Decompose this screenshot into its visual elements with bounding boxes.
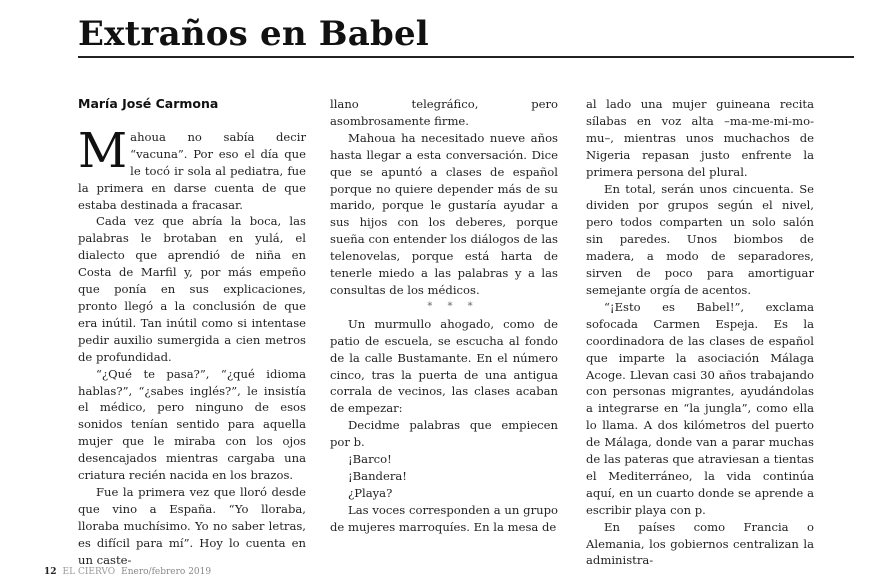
column-1 [78,96,306,568]
article-title: Extraños en Babel [78,14,429,54]
paragraph: Mahoua ha necesitado nueve años hasta llegar a esta conversación. Dice que se apuntó a clases de español porque no quiere depender más de su marido, porque le gustaría ayudar a sus hijos con los deberes, porque sueña con entender los diálogos de las telenovelas, porque está harta de tenerle miedo a las palabras y a las consultas de los médicos. [330,130,558,297]
paragraph: ¡Barco! [348,452,392,467]
section-separator: * * * [427,300,479,312]
page-footer [44,567,211,577]
magazine-name: EL CIERVO [62,567,116,577]
paragraph: Decidme palabras que empiecen por b. [330,418,558,450]
title-rule [78,56,854,58]
issue-date: Enero/febrero 2019 [121,567,212,577]
paragraph: Mahoua no sabía decir “vacuna”. Por eso el día que le tocó ir sola al pediatra, fue la primera en darse cuenta de que estaba destinada a fracasar. [78,122,306,212]
paragraph: Un murmullo ahogado, como de patio de escuela, se escucha al fondo de la calle Bustamante. En el número cinco, tras la puerta de una antigua corrala de vecinos, las clases acaban de empezar: [330,316,558,416]
column-2 [330,96,558,536]
drop-cap: M [78,122,128,179]
paragraph: ¿Playa? [348,485,393,500]
paragraph: En total, serán unos cincuenta. Se dividen por grupos según el nivel, pero todos comparten un solo salón sin paredes. Unos biombos de madera, a modo de separadores, sirven de poco para amortiguar semejante orgía de acentos. [586,181,814,297]
paragraph: “¡Esto es Babel!”, exclama sofocada Carmen Espeja. Es la coordinadora de las clases de español que imparte la asociación Málaga Acoge. Llevan casi 30 años trabajando con personas migrantes, ayudándolas a integrarse en “la jungla”, como ella lo llama. A dos kilómetros del puerto de Málaga, donde van a parar muchas de las pateras que atraviesan a tientas el Mediterráneo, la vida continúa aquí, en un cuarto donde se aprende a escribir playa con p. [586,299,814,517]
column-3 [586,96,814,569]
paragraph: Cada vez que abría la boca, las palabras le brotaban en yulá, el dialecto que aprendió de niña en Costa de Marfil y, por más empeño que ponía en sus explicaciones, pronto llegó a la conclusión de que era inútil. Tan inútil como si intentase pedir auxilio sumergida a cien metros de profundidad. [78,214,306,364]
paragraph: Las voces corresponden a un grupo de mujeres marroquíes. En la mesa de [330,502,558,534]
paragraph: En países como Francia o Alemania, los gobiernos centralizan la administra- [586,519,814,568]
page-number: 12 [44,567,57,577]
paragraph: llano telegráfico, pero asombrosamente firme. [330,97,558,128]
paragraph: al lado una mujer guineana recita sílabas en voz alta –ma-me-mi-mo-mu–, mientras unos muchachos de Nigeria repasan justo enfrente la primera persona del plural. [586,97,814,179]
paragraph: ¡Bandera! [348,468,407,483]
author-name: María José Carmona [78,96,219,111]
paragraph: Fue la primera vez que lloró desde que vino a España. “Yo lloraba, lloraba muchísimo. Yo no saber letras, es difícil para mí”. Hoy lo cuenta en un caste- [78,484,306,567]
paragraph: “¿Qué te pasa?”, “¿qué idioma hablas?”, “¿sabes inglés?”, le insistía el médico, pero ninguno de esos sonidos tenían sentido para aquella mujer que le miraba con los ojos desencajados mientras cargaba una criatura recién nacida en los brazos. [78,366,306,483]
